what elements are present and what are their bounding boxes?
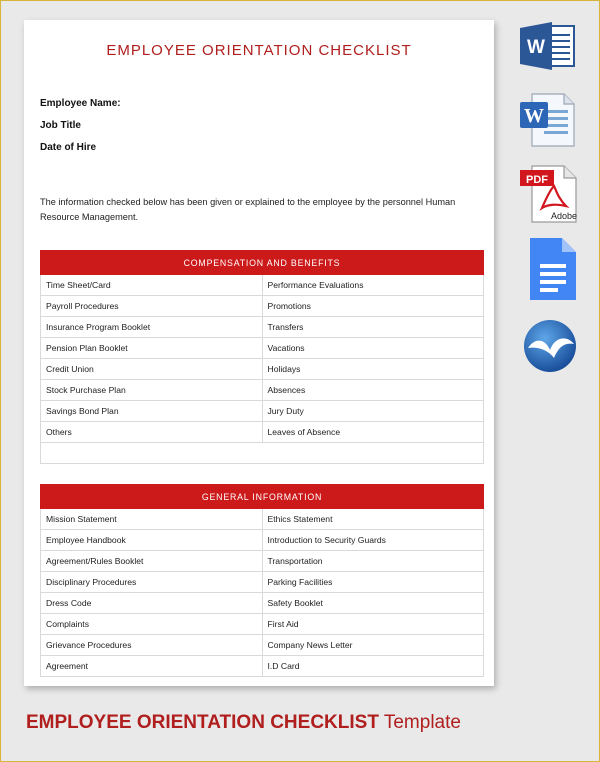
table-cell: Absences [262, 380, 484, 401]
google-docs-icon[interactable] [528, 236, 578, 307]
intro-paragraph: The information checked below has been given or explained to the employee by the personnel Human Resource Management. [40, 197, 456, 222]
table-cell: Transfers [262, 317, 484, 338]
table-cell: Insurance Program Booklet [41, 317, 263, 338]
table-row [41, 401, 484, 422]
employee-name-label: Employee Name: [40, 98, 121, 109]
adobe-label: Adobe [550, 211, 578, 221]
table-header: COMPENSATION AND BENEFITS [41, 251, 484, 275]
adobe-pdf-icon[interactable] [518, 164, 580, 229]
word-doc-letter: W [524, 105, 544, 127]
table-header: GENERAL INFORMATION [41, 485, 484, 509]
table-cell: Stock Purchase Plan [41, 380, 263, 401]
compensation-benefits-table [40, 250, 484, 464]
table-cell: Agreement [41, 656, 263, 677]
table-cell-empty [41, 443, 484, 464]
word-document-icon[interactable] [518, 92, 578, 153]
table-row [41, 275, 484, 296]
table-cell: I.D Card [262, 656, 484, 677]
date-of-hire-label: Date of Hire [40, 142, 97, 153]
footer-title-main: EMPLOYEE ORIENTATION CHECKLIST [26, 712, 379, 733]
table-row [41, 338, 484, 359]
table-row [41, 572, 484, 593]
table-cell: Mission Statement [41, 509, 263, 530]
table-row [41, 593, 484, 614]
table-cell: Time Sheet/Card [41, 275, 263, 296]
openoffice-icon[interactable] [520, 318, 580, 379]
table-row [41, 422, 484, 443]
table-cell: Safety Booklet [262, 593, 484, 614]
table-cell: Performance Evaluations [262, 275, 484, 296]
footer-title [26, 712, 461, 734]
table-cell: Agreement/Rules Booklet [41, 551, 263, 572]
table-cell: Company News Letter [262, 635, 484, 656]
table-cell: Savings Bond Plan [41, 401, 263, 422]
table-cell: Parking Facilities [262, 572, 484, 593]
table-cell: Credit Union [41, 359, 263, 380]
table-cell: Transportation [262, 551, 484, 572]
table-cell: Leaves of Absence [262, 422, 484, 443]
table-row [41, 296, 484, 317]
table-row [41, 509, 484, 530]
table-cell: Disciplinary Procedures [41, 572, 263, 593]
table-cell: Vacations [262, 338, 484, 359]
table-row [41, 656, 484, 677]
table-cell: Holidays [262, 359, 484, 380]
table-cell: Jury Duty [262, 401, 484, 422]
table-row [41, 614, 484, 635]
table-row [41, 380, 484, 401]
table-cell: Grievance Procedures [41, 635, 263, 656]
document-title: EMPLOYEE ORIENTATION CHECKLIST [106, 42, 412, 59]
job-title-label: Job Title [40, 120, 81, 131]
table-cell: First Aid [262, 614, 484, 635]
pdf-label: PDF [526, 174, 548, 186]
table-cell: Complaints [41, 614, 263, 635]
table-cell: Pension Plan Booklet [41, 338, 263, 359]
table-cell: Introduction to Security Guards [262, 530, 484, 551]
word-letter: W [527, 37, 545, 58]
table-row [41, 635, 484, 656]
table-row [41, 530, 484, 551]
table-row [41, 359, 484, 380]
table-cell: Employee Handbook [41, 530, 263, 551]
table-cell: Promotions [262, 296, 484, 317]
table-cell: Dress Code [41, 593, 263, 614]
general-information-table [40, 484, 484, 677]
document-page [24, 20, 494, 686]
table-cell: Payroll Procedures [41, 296, 263, 317]
table-row [41, 317, 484, 338]
ms-word-icon[interactable] [518, 22, 578, 75]
footer-title-suffix: Template [378, 712, 461, 733]
table-cell: Ethics Statement [262, 509, 484, 530]
table-row-empty [41, 443, 484, 464]
table-cell: Others [41, 422, 263, 443]
table-row [41, 551, 484, 572]
